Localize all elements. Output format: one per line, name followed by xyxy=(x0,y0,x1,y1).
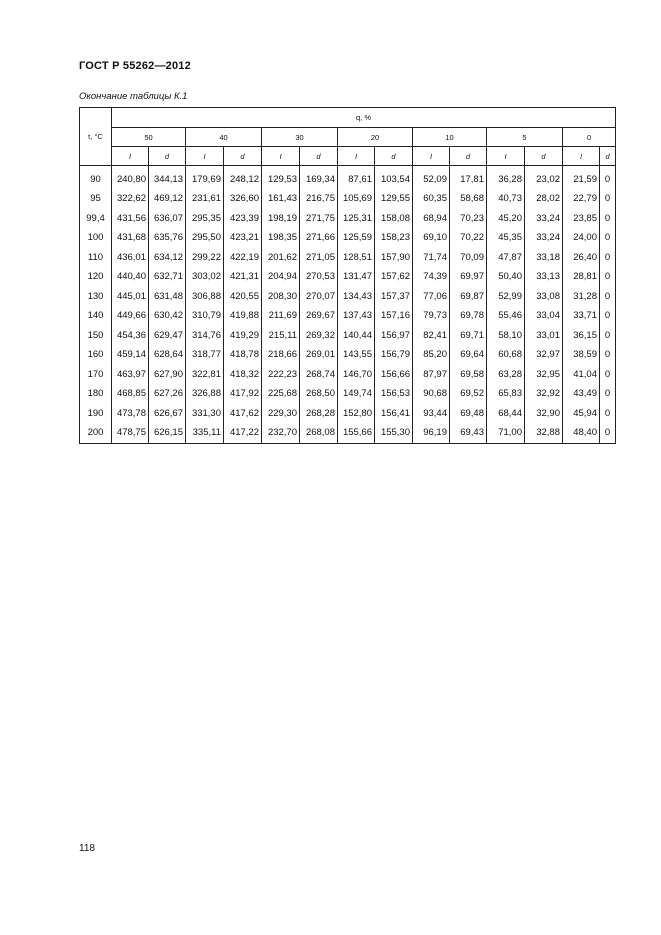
table-cell: 169,34 xyxy=(300,166,338,190)
table-cell: 268,74 xyxy=(300,365,338,385)
table-cell: 431,56 xyxy=(112,209,149,229)
table-cell: 231,61 xyxy=(186,189,224,209)
temperature-cell: 180 xyxy=(80,384,112,404)
table-cell: 41,04 xyxy=(563,365,600,385)
table-cell: 69,52 xyxy=(450,384,487,404)
table-cell: 156,79 xyxy=(375,345,413,365)
table-cell: 36,28 xyxy=(487,166,525,190)
table-cell: 208,30 xyxy=(262,287,300,307)
table-cell: 626,67 xyxy=(149,404,186,424)
table-cell: 468,85 xyxy=(112,384,149,404)
table-cell: 156,41 xyxy=(375,404,413,424)
table-cell: 33,24 xyxy=(525,228,563,248)
table-cell: 60,35 xyxy=(413,189,450,209)
table-cell: 143,55 xyxy=(338,345,375,365)
table-cell: 58,68 xyxy=(450,189,487,209)
table-cell: 77,06 xyxy=(413,287,450,307)
sub-header-d: d xyxy=(375,147,413,166)
temperature-cell: 190 xyxy=(80,404,112,424)
table-cell: 157,16 xyxy=(375,306,413,326)
table-cell: 69,78 xyxy=(450,306,487,326)
temperature-cell: 140 xyxy=(80,306,112,326)
table-cell: 268,08 xyxy=(300,423,338,443)
table-cell: 335,11 xyxy=(186,423,224,443)
table-cell: 344,13 xyxy=(149,166,186,190)
table-cell: 125,59 xyxy=(338,228,375,248)
table-cell: 71,00 xyxy=(487,423,525,443)
table-cell: 422,19 xyxy=(224,248,262,268)
table-cell: 70,09 xyxy=(450,248,487,268)
table-cell: 318,77 xyxy=(186,345,224,365)
table-cell: 134,43 xyxy=(338,287,375,307)
table-cell: 128,51 xyxy=(338,248,375,268)
table-cell: 270,53 xyxy=(300,267,338,287)
table-cell: 222,23 xyxy=(262,365,300,385)
table-row xyxy=(80,248,616,268)
table-cell: 36,15 xyxy=(563,326,600,346)
table-cell: 418,78 xyxy=(224,345,262,365)
table-cell: 71,74 xyxy=(413,248,450,268)
table-cell: 157,37 xyxy=(375,287,413,307)
table-cell: 179,69 xyxy=(186,166,224,190)
table-cell: 103,54 xyxy=(375,166,413,190)
table-cell: 155,30 xyxy=(375,423,413,443)
table-cell: 0 xyxy=(600,166,616,190)
table-cell: 269,32 xyxy=(300,326,338,346)
table-cell: 270,07 xyxy=(300,287,338,307)
table-row xyxy=(80,267,616,287)
table-cell: 627,90 xyxy=(149,365,186,385)
table-cell: 271,75 xyxy=(300,209,338,229)
table-cell: 52,99 xyxy=(487,287,525,307)
temperature-cell: 120 xyxy=(80,267,112,287)
table-cell: 79,73 xyxy=(413,306,450,326)
table-cell: 417,92 xyxy=(224,384,262,404)
table-cell: 269,67 xyxy=(300,306,338,326)
sub-header-d: d xyxy=(149,147,186,166)
table-cell: 69,10 xyxy=(413,228,450,248)
table-cell: 137,43 xyxy=(338,306,375,326)
table-cell: 157,90 xyxy=(375,248,413,268)
table-cell: 69,43 xyxy=(450,423,487,443)
table-cell: 421,31 xyxy=(224,267,262,287)
table-cell: 52,09 xyxy=(413,166,450,190)
table-cell: 306,88 xyxy=(186,287,224,307)
table-cell: 0 xyxy=(600,423,616,443)
table-cell: 331,30 xyxy=(186,404,224,424)
table-cell: 314,76 xyxy=(186,326,224,346)
table-cell: 33,04 xyxy=(525,306,563,326)
table-cell: 198,19 xyxy=(262,209,300,229)
table-cell: 22,79 xyxy=(563,189,600,209)
group-header-5: 5 xyxy=(487,128,563,147)
table-cell: 23,02 xyxy=(525,166,563,190)
table-cell: 626,15 xyxy=(149,423,186,443)
table-row xyxy=(80,326,616,346)
table-cell: 38,59 xyxy=(563,345,600,365)
table-cell: 449,66 xyxy=(112,306,149,326)
table-cell: 129,55 xyxy=(375,189,413,209)
table-cell: 33,18 xyxy=(525,248,563,268)
table-cell: 87,61 xyxy=(338,166,375,190)
table-cell: 225,68 xyxy=(262,384,300,404)
table-cell: 55,46 xyxy=(487,306,525,326)
table-cell: 0 xyxy=(600,345,616,365)
table-cell: 93,44 xyxy=(413,404,450,424)
table-cell: 322,81 xyxy=(186,365,224,385)
table-cell: 417,62 xyxy=(224,404,262,424)
sub-header-i: I xyxy=(186,147,224,166)
data-table xyxy=(79,107,616,444)
sub-header-i: I xyxy=(487,147,525,166)
temperature-cell: 150 xyxy=(80,326,112,346)
table-cell: 454,36 xyxy=(112,326,149,346)
group-header-30: 30 xyxy=(262,128,338,147)
table-cell: 47,87 xyxy=(487,248,525,268)
table-cell: 478,75 xyxy=(112,423,149,443)
table-cell: 158,08 xyxy=(375,209,413,229)
table-cell: 65,83 xyxy=(487,384,525,404)
table-cell: 90,68 xyxy=(413,384,450,404)
table-row xyxy=(80,306,616,326)
table-cell: 0 xyxy=(600,287,616,307)
table-cell: 635,76 xyxy=(149,228,186,248)
table-cell: 50,40 xyxy=(487,267,525,287)
table-cell: 418,32 xyxy=(224,365,262,385)
table-cell: 17,81 xyxy=(450,166,487,190)
group-header-50: 50 xyxy=(112,128,186,147)
table-cell: 63,28 xyxy=(487,365,525,385)
table-cell: 232,70 xyxy=(262,423,300,443)
table-cell: 419,88 xyxy=(224,306,262,326)
table-cell: 269,01 xyxy=(300,345,338,365)
table-cell: 157,62 xyxy=(375,267,413,287)
sub-header-i: I xyxy=(338,147,375,166)
table-cell: 28,02 xyxy=(525,189,563,209)
table-cell: 28,81 xyxy=(563,267,600,287)
table-row xyxy=(80,287,616,307)
table-cell: 69,97 xyxy=(450,267,487,287)
table-cell: 469,12 xyxy=(149,189,186,209)
table-cell: 69,64 xyxy=(450,345,487,365)
table-cell: 32,88 xyxy=(525,423,563,443)
table-cell: 627,26 xyxy=(149,384,186,404)
table-cell: 632,71 xyxy=(149,267,186,287)
table-cell: 248,12 xyxy=(224,166,262,190)
table-cell: 436,01 xyxy=(112,248,149,268)
table-caption: Окончание таблицы К.1 xyxy=(79,91,188,102)
table-cell: 58,10 xyxy=(487,326,525,346)
table-cell: 140,44 xyxy=(338,326,375,346)
table-cell: 26,40 xyxy=(563,248,600,268)
table-cell: 268,28 xyxy=(300,404,338,424)
table-row xyxy=(80,365,616,385)
table-cell: 634,12 xyxy=(149,248,186,268)
table-cell: 45,94 xyxy=(563,404,600,424)
table-cell: 423,21 xyxy=(224,228,262,248)
table-cell: 326,60 xyxy=(224,189,262,209)
temperature-cell: 90 xyxy=(80,166,112,190)
table-cell: 74,39 xyxy=(413,267,450,287)
table-cell: 156,66 xyxy=(375,365,413,385)
table-cell: 201,62 xyxy=(262,248,300,268)
temperature-column-header: t, °C xyxy=(80,108,112,166)
temperature-cell: 99,4 xyxy=(80,209,112,229)
table-cell: 198,35 xyxy=(262,228,300,248)
table-cell: 631,48 xyxy=(149,287,186,307)
table-cell: 156,53 xyxy=(375,384,413,404)
temperature-cell: 110 xyxy=(80,248,112,268)
sub-header-i: I xyxy=(262,147,300,166)
temperature-cell: 100 xyxy=(80,228,112,248)
table-cell: 24,00 xyxy=(563,228,600,248)
table-cell: 271,05 xyxy=(300,248,338,268)
table-row xyxy=(80,228,616,248)
table-cell: 69,48 xyxy=(450,404,487,424)
table-cell: 204,94 xyxy=(262,267,300,287)
table-cell: 45,20 xyxy=(487,209,525,229)
table-cell: 68,44 xyxy=(487,404,525,424)
table-cell: 431,68 xyxy=(112,228,149,248)
table-cell: 322,62 xyxy=(112,189,149,209)
table-cell: 69,87 xyxy=(450,287,487,307)
table-cell: 105,69 xyxy=(338,189,375,209)
page-number: 118 xyxy=(79,843,95,854)
table-cell: 636,07 xyxy=(149,209,186,229)
table-cell: 0 xyxy=(600,209,616,229)
table-cell: 69,58 xyxy=(450,365,487,385)
table-cell: 0 xyxy=(600,189,616,209)
table-cell: 215,11 xyxy=(262,326,300,346)
table-cell: 70,23 xyxy=(450,209,487,229)
table-cell: 155,66 xyxy=(338,423,375,443)
sub-header-d: d xyxy=(525,147,563,166)
table-cell: 85,20 xyxy=(413,345,450,365)
table-cell: 32,95 xyxy=(525,365,563,385)
moisture-group-header: q, % xyxy=(112,108,616,128)
table-cell: 0 xyxy=(600,267,616,287)
table-cell: 211,69 xyxy=(262,306,300,326)
table-cell: 33,08 xyxy=(525,287,563,307)
table-cell: 0 xyxy=(600,365,616,385)
table-cell: 33,71 xyxy=(563,306,600,326)
temperature-cell: 160 xyxy=(80,345,112,365)
table-cell: 216,75 xyxy=(300,189,338,209)
table-cell: 628,64 xyxy=(149,345,186,365)
temperature-cell: 95 xyxy=(80,189,112,209)
table-cell: 69,71 xyxy=(450,326,487,346)
temperature-cell: 130 xyxy=(80,287,112,307)
table-cell: 463,97 xyxy=(112,365,149,385)
table-row xyxy=(80,209,616,229)
table-cell: 48,40 xyxy=(563,423,600,443)
table-cell: 295,35 xyxy=(186,209,224,229)
table-cell: 445,01 xyxy=(112,287,149,307)
table-cell: 32,90 xyxy=(525,404,563,424)
table-cell: 96,19 xyxy=(413,423,450,443)
table-cell: 0 xyxy=(600,228,616,248)
table-row xyxy=(80,384,616,404)
table-cell: 419,29 xyxy=(224,326,262,346)
table-cell: 303,02 xyxy=(186,267,224,287)
table-cell: 295,50 xyxy=(186,228,224,248)
group-header-40: 40 xyxy=(186,128,262,147)
sub-header-i: I xyxy=(563,147,600,166)
table-row xyxy=(80,404,616,424)
group-header-20: 20 xyxy=(338,128,413,147)
table-cell: 60,68 xyxy=(487,345,525,365)
table-cell: 131,47 xyxy=(338,267,375,287)
table-cell: 0 xyxy=(600,306,616,326)
table-cell: 240,80 xyxy=(112,166,149,190)
table-row xyxy=(80,189,616,209)
table-cell: 146,70 xyxy=(338,365,375,385)
table-cell: 161,43 xyxy=(262,189,300,209)
table-cell: 33,24 xyxy=(525,209,563,229)
group-header-10: 10 xyxy=(413,128,487,147)
temperature-cell: 200 xyxy=(80,423,112,443)
table-cell: 0 xyxy=(600,404,616,424)
table-cell: 0 xyxy=(600,384,616,404)
table-cell: 417,22 xyxy=(224,423,262,443)
table-cell: 45,35 xyxy=(487,228,525,248)
table-cell: 87,97 xyxy=(413,365,450,385)
table-cell: 420,55 xyxy=(224,287,262,307)
table-cell: 152,80 xyxy=(338,404,375,424)
table-cell: 125,31 xyxy=(338,209,375,229)
table-cell: 218,66 xyxy=(262,345,300,365)
table-cell: 40,73 xyxy=(487,189,525,209)
table-row xyxy=(80,166,616,190)
table-cell: 310,79 xyxy=(186,306,224,326)
sub-header-d: d xyxy=(224,147,262,166)
table-cell: 630,42 xyxy=(149,306,186,326)
table-cell: 268,50 xyxy=(300,384,338,404)
table-cell: 158,23 xyxy=(375,228,413,248)
sub-header-d: d xyxy=(450,147,487,166)
table-cell: 31,28 xyxy=(563,287,600,307)
document-header: ГОСТ Р 55262—2012 xyxy=(79,60,191,72)
table-cell: 32,92 xyxy=(525,384,563,404)
table-body xyxy=(80,166,616,444)
table-cell: 271,66 xyxy=(300,228,338,248)
sub-header-i: I xyxy=(413,147,450,166)
table-row xyxy=(80,423,616,443)
table-cell: 68,94 xyxy=(413,209,450,229)
table-cell: 229,30 xyxy=(262,404,300,424)
table-cell: 326,88 xyxy=(186,384,224,404)
group-header-0: 0 xyxy=(563,128,616,147)
sub-header-d: d xyxy=(300,147,338,166)
table-cell: 473,78 xyxy=(112,404,149,424)
table-cell: 70,22 xyxy=(450,228,487,248)
table-cell: 0 xyxy=(600,248,616,268)
table-cell: 423,39 xyxy=(224,209,262,229)
table-cell: 23,85 xyxy=(563,209,600,229)
sub-header-d: d xyxy=(600,147,616,166)
sub-header-i: I xyxy=(112,147,149,166)
temperature-cell: 170 xyxy=(80,365,112,385)
table-cell: 33,01 xyxy=(525,326,563,346)
table-cell: 629,47 xyxy=(149,326,186,346)
table-cell: 32,97 xyxy=(525,345,563,365)
table-cell: 0 xyxy=(600,326,616,346)
table-cell: 43,49 xyxy=(563,384,600,404)
table-cell: 149,74 xyxy=(338,384,375,404)
table-cell: 33,13 xyxy=(525,267,563,287)
table-cell: 440,40 xyxy=(112,267,149,287)
table-cell: 156,97 xyxy=(375,326,413,346)
table-row xyxy=(80,345,616,365)
table-cell: 299,22 xyxy=(186,248,224,268)
table-cell: 129,53 xyxy=(262,166,300,190)
table-cell: 82,41 xyxy=(413,326,450,346)
table-cell: 459,14 xyxy=(112,345,149,365)
table-cell: 21,59 xyxy=(563,166,600,190)
